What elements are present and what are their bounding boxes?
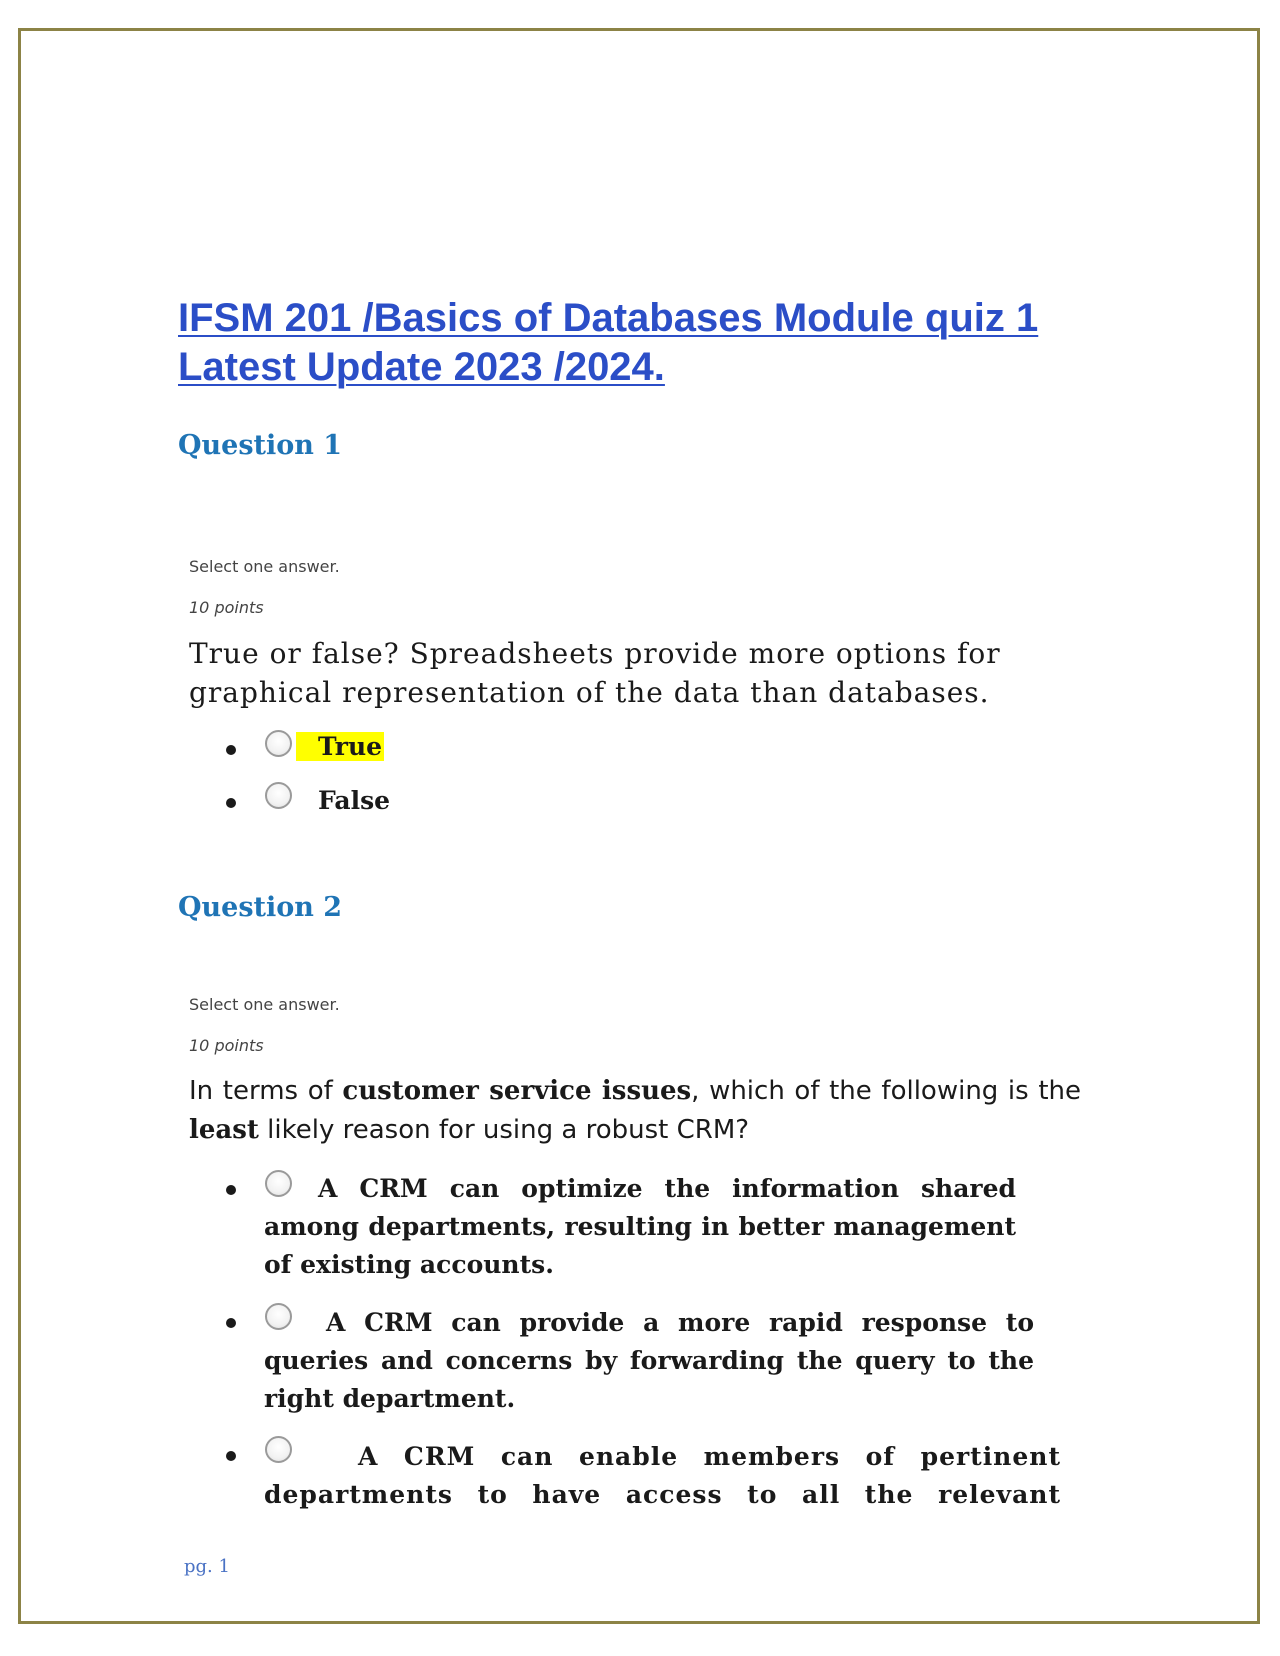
page-number: pg. 1 bbox=[184, 1556, 230, 1577]
option-3-label: A CRM can enable members of pertinent departments to have access to all the relevant bbox=[264, 1442, 1061, 1509]
document-title: IFSM 201 /Basics of Databases Module quiz 1 Latest Update 2023 /2024. bbox=[178, 296, 1039, 389]
highlight-true: True bbox=[296, 732, 384, 761]
bullet-icon bbox=[226, 1318, 236, 1328]
question-1-heading: Question 1 bbox=[178, 430, 343, 461]
bullet-icon bbox=[226, 1185, 236, 1195]
question-2-prompt: In terms of customer service issues, which of the following is the least likely reason for using a robust CRM? bbox=[189, 1076, 1081, 1145]
question-2-heading: Question 2 bbox=[178, 892, 343, 923]
question-2-points: 10 points bbox=[189, 1036, 264, 1055]
radio-button-true[interactable] bbox=[265, 730, 292, 757]
option-false-label: False bbox=[318, 786, 391, 815]
question-1-instruction: Select one answer. bbox=[189, 557, 340, 576]
bullet-icon bbox=[226, 745, 236, 755]
bullet-icon bbox=[226, 798, 236, 808]
option-1-label: A CRM can optimize the information shared among departments, resulting in better management of existing accounts. bbox=[264, 1174, 1016, 1279]
question-1-prompt: True or false? Spreadsheets provide more options for graphical representation of the data than databases. bbox=[189, 637, 1001, 709]
option-2-label: A CRM can provide a more rapid response to queries and concerns by forwarding the query to the right department. bbox=[264, 1308, 1034, 1413]
bullet-icon bbox=[226, 1451, 236, 1461]
question-1-points: 10 points bbox=[189, 598, 264, 617]
radio-button-false[interactable] bbox=[265, 782, 292, 809]
question-2-instruction: Select one answer. bbox=[189, 995, 340, 1014]
option-true-label bbox=[296, 728, 384, 766]
